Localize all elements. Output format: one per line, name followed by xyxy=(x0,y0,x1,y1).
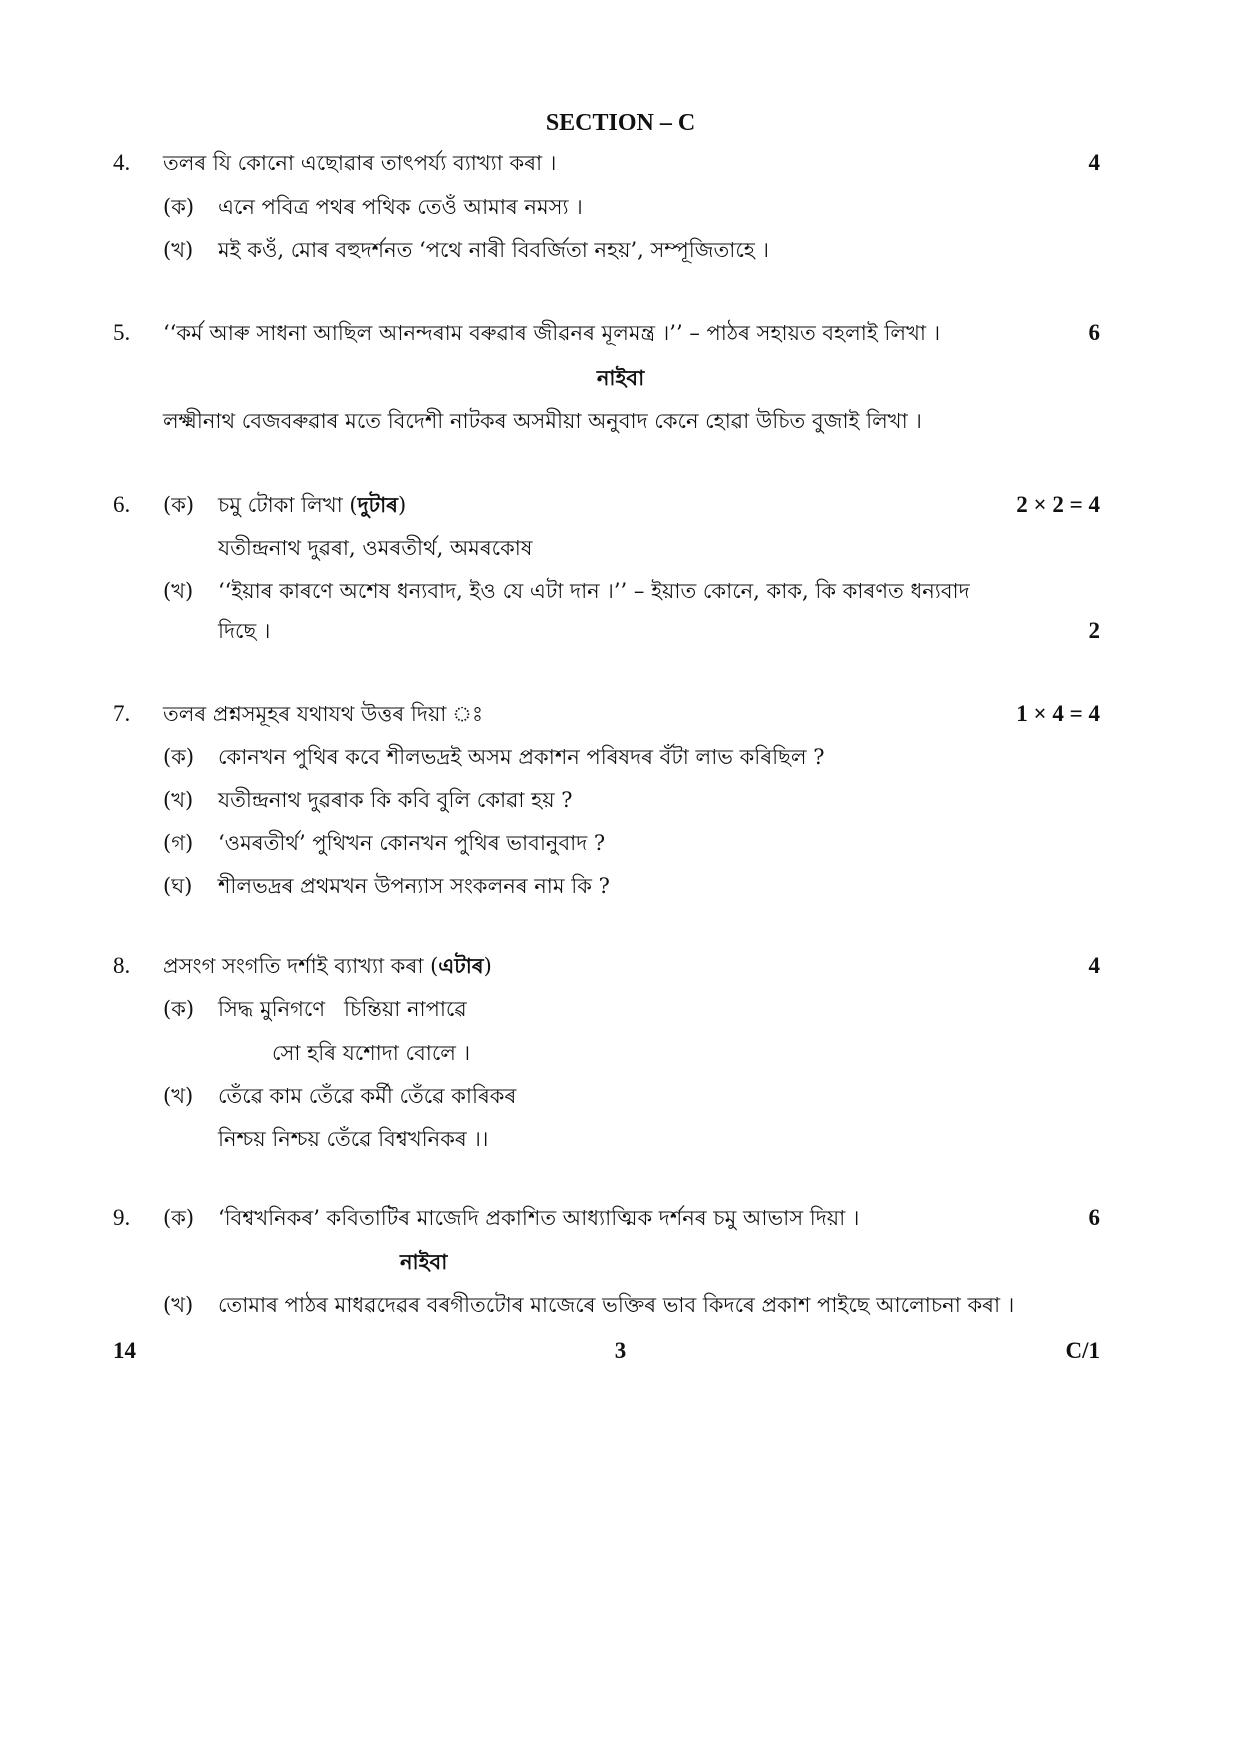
topics-list: যতীন্দ্ৰনাথ দুৱৰা, ওমৰতীৰ্থ, অমৰকোষ xyxy=(218,536,533,560)
part-text: শীলভদ্ৰৰ প্ৰথমখন উপন্যাস সংকলনৰ নাম কি ? xyxy=(218,874,610,898)
marks: 6 xyxy=(1088,1205,1100,1230)
marks: 2 × 2 = 4 xyxy=(1016,492,1100,517)
part-label: (খ) xyxy=(163,238,194,262)
question-number: 7. xyxy=(113,701,131,726)
verse-line: সো হৰি যশোদা বোলে । xyxy=(272,1041,471,1065)
marks: 4 xyxy=(1088,953,1100,978)
verse-line: নিশ্চয় নিশ্চয় তেঁৱে বিশ্বখনিকৰ ।। xyxy=(218,1127,489,1151)
footer-code-left: 14 xyxy=(113,1338,136,1363)
part-text-continued: দিছে । xyxy=(218,619,271,643)
part-label: (ক) xyxy=(163,195,195,219)
part-label: (ক) xyxy=(163,745,195,769)
question-text: প্ৰসংগ সংগতি দৰ্শাই ব্যাখ্যা কৰা (এটাৰ) xyxy=(163,953,492,978)
question-number: 8. xyxy=(113,953,131,978)
part-text: ‘‘ইয়াৰ কাৰণে অশেষ ধন্যবাদ, ইও যে এটা দান ।’’ – ইয়াত কোনে, কাক, কি কাৰণত ধন্যবাদ xyxy=(218,579,970,603)
part-text: মই কওঁ, মোৰ বহুদৰ্শনত ‘পথে নাৰী বিবৰ্জিতা নহয়’, সম্পূজিতাহে । xyxy=(218,238,769,262)
question-number: 6. xyxy=(113,492,131,517)
question-number: 5. xyxy=(113,320,131,345)
question-text: তলৰ যি কোনো এছোৱাৰ তাৎপৰ্য্য ব্যাখ্যা কৰা । xyxy=(163,151,557,175)
part-label: (খ) xyxy=(163,1293,194,1317)
part-text: চমু টোকা লিখা (দুটাৰ) xyxy=(218,492,407,517)
or-label: নাইবা xyxy=(400,1249,448,1274)
verse-line: সিদ্ধ মুনিগণে xyxy=(218,997,326,1021)
page-number: 3 xyxy=(614,1338,627,1363)
marks: 2 xyxy=(1088,618,1100,643)
part-text: এনে পবিত্ৰ পথৰ পথিক তেওঁ আমাৰ নমস্য । xyxy=(218,195,583,219)
part-text: ‘ওমৰতীৰ্থ’ পুথিখন কোনখন পুথিৰ ভাবানুবাদ ? xyxy=(218,831,606,855)
part-text: ‘বিশ্বখনিকৰ’ কবিতাটিৰ মাজেদি প্ৰকাশিত আধ্যাত্মিক দৰ্শনৰ চমু আভাস দিয়া । xyxy=(218,1206,860,1230)
part-text: তোমাৰ পাঠৰ মাধৱদেৱৰ বৰগীতটোৰ মাজেৰে ভক্তিৰ ভাব কিদৰে প্ৰকাশ পাইছে আলোচনা কৰা । xyxy=(218,1293,1015,1317)
section-heading: SECTION – C xyxy=(545,110,696,136)
marks: 1 × 4 = 4 xyxy=(1016,701,1100,726)
part-label: (ক) xyxy=(163,997,195,1021)
question-text: তলৰ প্ৰশ্নসমূহৰ যথাযথ উত্তৰ দিয়া ঃ xyxy=(163,702,484,726)
part-label: (গ) xyxy=(163,831,194,855)
part-label: (ঘ) xyxy=(163,874,193,898)
question-text: ‘‘কৰ্ম আৰু সাধনা আছিল আনন্দৰাম বৰুৱাৰ জীৱনৰ মূলমন্ত্ৰ ।’’ – পাঠৰ সহায়ত বহলাই লিখা । xyxy=(163,321,941,345)
part-text: যতীন্দ্ৰনাথ দুৱৰাক কি কবি বুলি কোৱা হয় ? xyxy=(218,788,573,812)
verse-line: তেঁৱে কাম তেঁৱে কৰ্মী তেঁৱে কাৰিকৰ xyxy=(218,1084,517,1108)
question-number: 9. xyxy=(113,1205,131,1230)
part-label: (ক) xyxy=(163,493,195,517)
marks: 6 xyxy=(1088,320,1100,345)
part-label: (খ) xyxy=(163,788,194,812)
part-label: (খ) xyxy=(163,1084,194,1108)
or-label: নাইবা xyxy=(596,365,645,390)
footer-code-right: C/1 xyxy=(1065,1338,1100,1363)
verse-line: চিন্তিয়া নাপাৱে xyxy=(344,997,467,1021)
marks: 4 xyxy=(1088,150,1100,175)
alternative-question-text: লক্ষ্মীনাথ বেজবৰুৱাৰ মতে বিদেশী নাটকৰ অসমীয়া অনুবাদ কেনে হোৱা উচিত বুজাই লিখা । xyxy=(163,409,922,433)
question-number: 4. xyxy=(113,150,131,175)
part-text: কোনখন পুথিৰ কবে শীলভদ্ৰই অসম প্ৰকাশন পৰিষদৰ বঁটা লাভ কৰিছিল ? xyxy=(218,745,825,769)
part-label: (খ) xyxy=(163,579,194,603)
part-label: (ক) xyxy=(163,1206,195,1230)
